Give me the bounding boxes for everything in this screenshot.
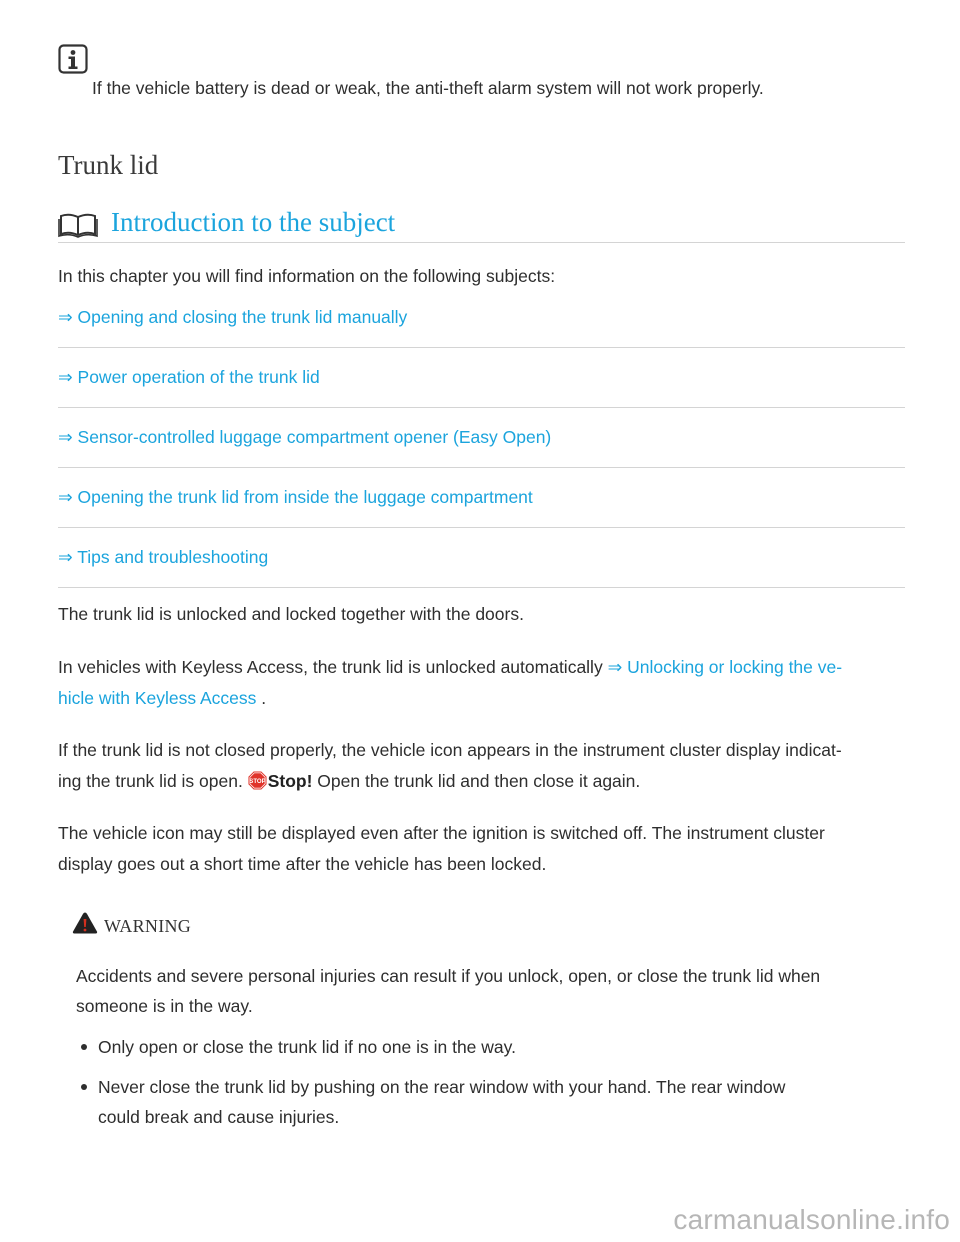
link-keyless-access-continued[interactable]: hicle with Keyless Access: [58, 688, 257, 708]
divider: [58, 467, 905, 468]
warning-label: WARNING: [104, 916, 192, 936]
watermark: carmanualsonline.info: [673, 1204, 950, 1235]
bullet-line: Never close the trunk lid by pushing on the rear window with your hand. The rear window: [98, 1077, 786, 1097]
note-text: If the vehicle battery is dead or weak, the anti-theft alarm system will not work properly.: [92, 78, 764, 98]
toc-link-easy-open[interactable]: ⇒ Sensor-controlled luggage compartment opener (Easy Open): [58, 427, 552, 447]
paragraph-line: ing the trunk lid is open.: [58, 771, 248, 791]
toc-link-opening-closing[interactable]: ⇒ Opening and closing the trunk lid manually: [58, 307, 408, 327]
warning-bullet: [98, 1072, 888, 1132]
paragraph-not-closed: [58, 735, 908, 797]
svg-text:STOP: STOP: [248, 777, 266, 785]
stop-icon: [248, 771, 267, 790]
divider: [58, 527, 905, 528]
paragraph-line: The vehicle icon may still be displayed even after the ignition is switched off. The instrument cluster: [58, 823, 825, 843]
subsection-title: Introduction to the subject: [111, 207, 396, 237]
paragraph-text: In vehicles with Keyless Access, the trunk lid is unlocked automatically: [58, 657, 603, 677]
link-keyless-access[interactable]: ⇒ Unlocking or locking the ve-: [607, 657, 843, 677]
bullet-icon: [81, 1084, 87, 1090]
bullet-icon: [81, 1044, 87, 1050]
section-title: Trunk lid: [58, 150, 159, 180]
book-icon: [58, 212, 98, 238]
stop-label: Stop!: [267, 771, 313, 791]
paragraph-lock-doors: The trunk lid is unlocked and locked together with the doors.: [58, 604, 524, 624]
paragraph-line: If the trunk lid is not closed properly, the vehicle icon appears in the instrument cluster display indicat-: [58, 740, 842, 760]
warning-bullet: [98, 1032, 888, 1062]
paragraph-line: display goes out a short time after the vehicle has been locked.: [58, 854, 547, 874]
divider: [58, 347, 905, 348]
warning-line: Accidents and severe personal injuries can result if you unlock, open, or close the trunk lid when: [76, 966, 821, 986]
divider: [58, 587, 905, 588]
toc-link-tips-troubleshooting[interactable]: ⇒ Tips and troubleshooting: [58, 547, 269, 567]
warning-triangle-icon: [72, 911, 98, 935]
divider: [58, 242, 905, 243]
bullet-line: Only open or close the trunk lid if no one is in the way.: [98, 1037, 516, 1057]
toc-link-power-operation[interactable]: ⇒ Power operation of the trunk lid: [58, 367, 320, 387]
intro-text: In this chapter you will find information on the following subjects:: [58, 266, 556, 286]
paragraph-end: .: [256, 688, 267, 708]
warning-text: [76, 961, 896, 1021]
bullet-line: could break and cause injuries.: [98, 1107, 340, 1127]
warning-line: someone is in the way.: [76, 996, 253, 1016]
toc-link-opening-from-inside[interactable]: ⇒ Opening the trunk lid from inside the luggage compartment: [58, 487, 533, 507]
info-icon: [58, 44, 88, 74]
divider: [58, 407, 905, 408]
paragraph-keyless-access: [58, 652, 908, 714]
paragraph-line: Open the trunk lid and then close it again.: [312, 771, 641, 791]
paragraph-vehicle-icon: [58, 818, 908, 880]
